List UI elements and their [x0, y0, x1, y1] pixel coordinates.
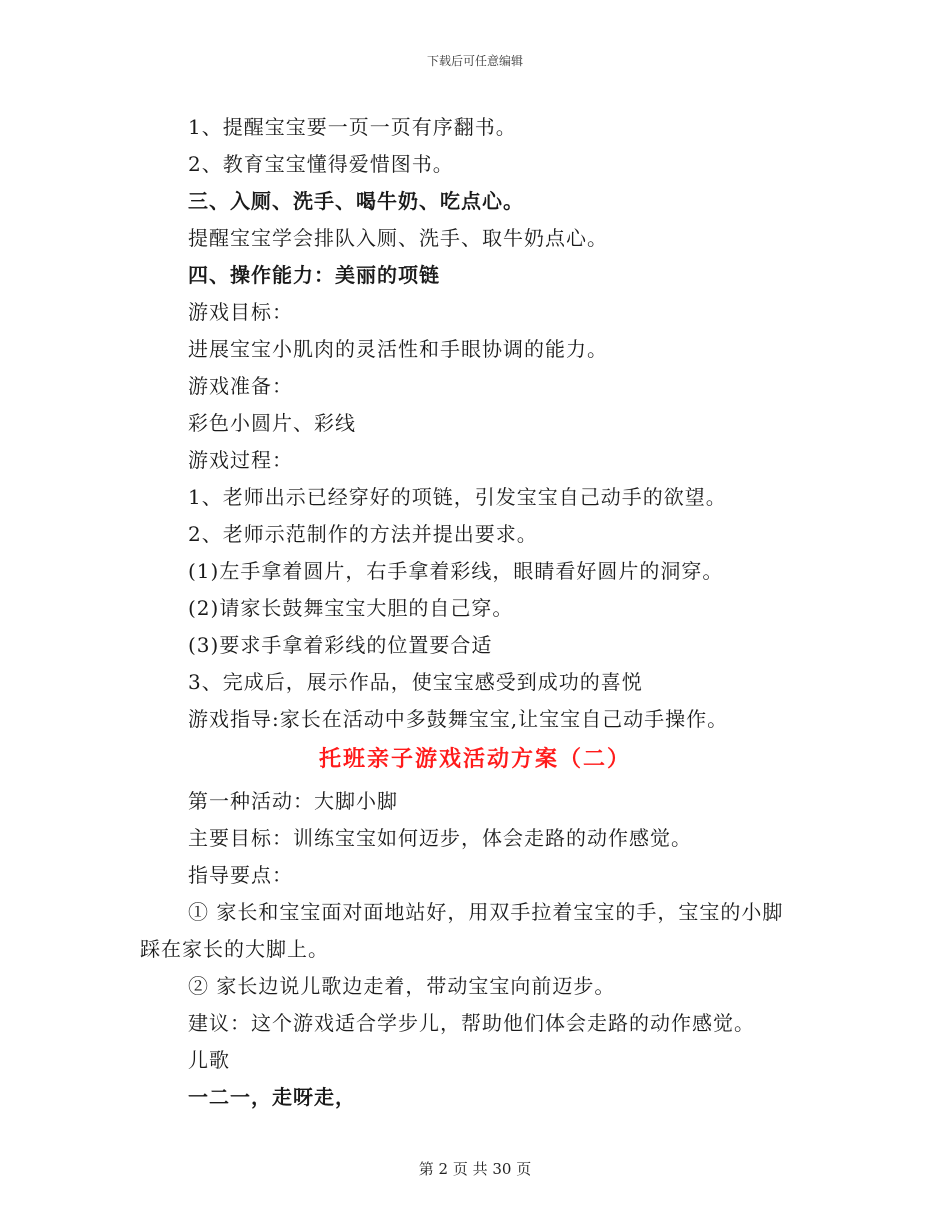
paragraph: 彩色小圆片、彩线	[188, 411, 356, 435]
label-game-process: 游戏过程：	[188, 448, 293, 472]
paragraph: 进展宝宝小肌肉的灵活性和手眼协调的能力。	[188, 337, 608, 361]
main-goal: 主要目标：训练宝宝如何迈步，体会走路的动作感觉。	[188, 826, 692, 850]
label-guidance-points: 指导要点：	[188, 863, 293, 887]
substep-2: (2)请家长鼓舞宝宝大胆的自己穿。	[188, 596, 514, 620]
game-guidance: 游戏指导:家长在活动中多鼓舞宝宝,让宝宝自己动手操作。	[188, 707, 729, 731]
guidance-point-2: ② 家长边说儿歌边走着，带动宝宝向前迈步。	[188, 974, 616, 998]
substep-1: (1)左手拿着圆片，右手拿着彩线，眼睛看好圆片的洞穿。	[188, 559, 724, 583]
guidance-point-1-cont: 踩在家长的大脚上。	[140, 937, 329, 961]
rhyme-line-1: 一二一，走呀走，	[188, 1085, 356, 1109]
item-2: 2、教育宝宝懂得爱惜图书。	[188, 152, 454, 176]
suggestion: 建议：这个游戏适合学步儿，帮助他们体会走路的动作感觉。	[188, 1011, 755, 1035]
page-header: 下载后可任意编辑	[426, 54, 523, 68]
label-game-prep: 游戏准备：	[188, 374, 293, 398]
section-heading-4: 四、操作能力：美丽的项链	[188, 263, 440, 287]
guidance-point-1: ① 家长和宝宝面对面地站好，用双手拉着宝宝的手，宝宝的小脚	[188, 900, 784, 924]
item-1: 1、提醒宝宝要一页一页有序翻书。	[188, 115, 517, 139]
paragraph: 提醒宝宝学会排队入厕、洗手、取牛奶点心。	[188, 226, 608, 250]
activity-name: 第一种活动：大脚小脚	[188, 789, 398, 813]
section-title: 托班亲子游戏活动方案（二）	[318, 746, 631, 772]
label-nursery-rhyme: 儿歌	[188, 1048, 230, 1072]
step-3: 3、完成后，展示作品，使宝宝感受到成功的喜悦	[188, 670, 643, 694]
label-game-goal: 游戏目标：	[188, 300, 293, 324]
section-heading-3: 三、入厕、洗手、喝牛奶、吃点心。	[188, 189, 524, 213]
step-2: 2、老师示范制作的方法并提出要求。	[188, 522, 538, 546]
step-1: 1、老师出示已经穿好的项链，引发宝宝自己动手的欲望。	[188, 485, 727, 509]
substep-3: (3)要求手拿着彩线的位置要合适	[188, 633, 493, 657]
page-footer: 第 2 页 共 30 页	[418, 1160, 532, 1178]
